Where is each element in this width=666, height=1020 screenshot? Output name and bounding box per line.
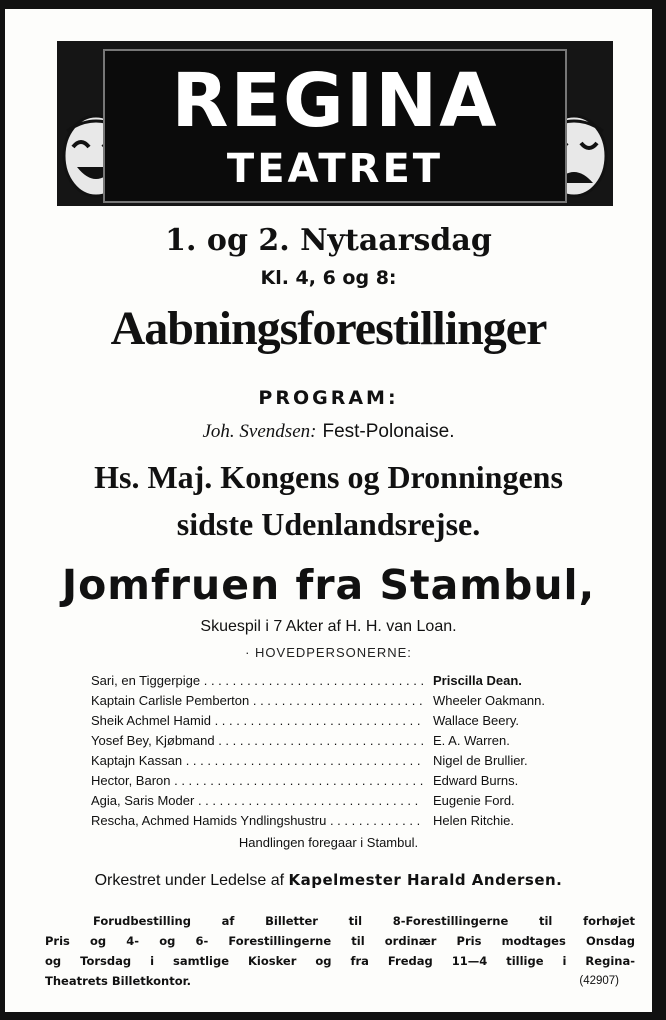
setting-note: Handlingen foregaar i Stambul. (238, 835, 419, 850)
royal-film-title-line1: Hs. Maj. Kongens og Dronningens (94, 459, 563, 495)
composer-name: Joh. Svendsen: (202, 421, 317, 442)
feature-film-title: Jomfruen fra Stambul, (61, 561, 596, 609)
cast-row (91, 773, 581, 793)
cast-row (91, 733, 581, 753)
program-item-polonaise (5, 421, 652, 443)
performance-times: Kl. 4, 6 og 8: (260, 267, 397, 289)
orchestra-prefix: Orkestret under Ledelse af (94, 872, 285, 889)
ticket-info-line: og Torsdag i samtlige Kiosker og fra Fredag 11—4 tillige i Regina- (45, 954, 635, 968)
royal-film-title-line2: sidste Udenlandsrejse. (176, 506, 481, 542)
ticket-info-line: Pris og 4- og 6- Forestillingerne til ordinær Pris modtages Onsdag (45, 934, 635, 948)
cast-row (91, 713, 581, 733)
cast-role: Sheik Achmel Hamid . . . (91, 713, 423, 728)
orchestra-note (5, 871, 652, 890)
cast-actor: Nigel de Brullier. (433, 753, 528, 768)
reference-number: (42907) (579, 975, 619, 987)
cast-role: Kaptain Carlisle Pemberton . . . (91, 693, 423, 708)
cast-actor: Wallace Beery. (433, 713, 519, 728)
theatre-subtitle: TEATRET (226, 146, 444, 192)
cast-row (91, 813, 581, 833)
cast-row (91, 793, 581, 813)
theatre-banner (57, 41, 613, 206)
cast-actor: Edward Burns. (433, 773, 519, 788)
cast-role: Rescha, Achmed Hamids Yndlingshustru . . . (91, 813, 423, 828)
cast-list (91, 673, 581, 833)
cast-actor: Eugenie Ford. (433, 793, 515, 808)
performance-days: 1. og 2. Nytaarsdag (165, 223, 492, 258)
ticket-info-line: Theatrets Billetkontor. (45, 974, 192, 988)
piece-name: Fest-Polonaise. (322, 421, 455, 442)
cast-actor: Wheeler Oakmann. (433, 693, 545, 708)
cast-actor: E. A. Warren. (433, 733, 510, 748)
opening-heading (5, 301, 652, 356)
cast-row (91, 673, 581, 693)
program-heading: PROGRAM: (258, 387, 399, 409)
cast-row (91, 753, 581, 773)
cast-heading: · HOVEDPERSONERNE: (245, 645, 412, 660)
cast-role: Sari, en Tiggerpige . . . (91, 673, 423, 688)
ticket-info (45, 911, 635, 991)
opening-heading-text: Aabningsforestillinger (110, 302, 547, 355)
cast-actor: Priscilla Dean. (433, 673, 522, 688)
ticket-info-last-line (45, 971, 635, 991)
cast-row (91, 693, 581, 713)
conductor-name: Kapelmester Harald Andersen. (288, 871, 563, 889)
ticket-info-line: Forudbestilling af Billetter til 8-Forestillingerne til forhøjet (93, 914, 635, 928)
cast-role: Yosef Bey, Kjøbmand . . . (91, 733, 423, 748)
cast-role: Kaptajn Kassan . . . (91, 753, 423, 768)
banner-title-panel (103, 49, 567, 203)
cast-actor: Helen Ritchie. (433, 813, 514, 828)
cast-role: Agia, Saris Moder . . . (91, 793, 423, 808)
theatre-name: REGINA (171, 58, 499, 144)
cast-role: Hector, Baron . . . (91, 773, 423, 788)
feature-film-subtitle: Skuespil i 7 Akter af H. H. van Loan. (200, 618, 457, 635)
